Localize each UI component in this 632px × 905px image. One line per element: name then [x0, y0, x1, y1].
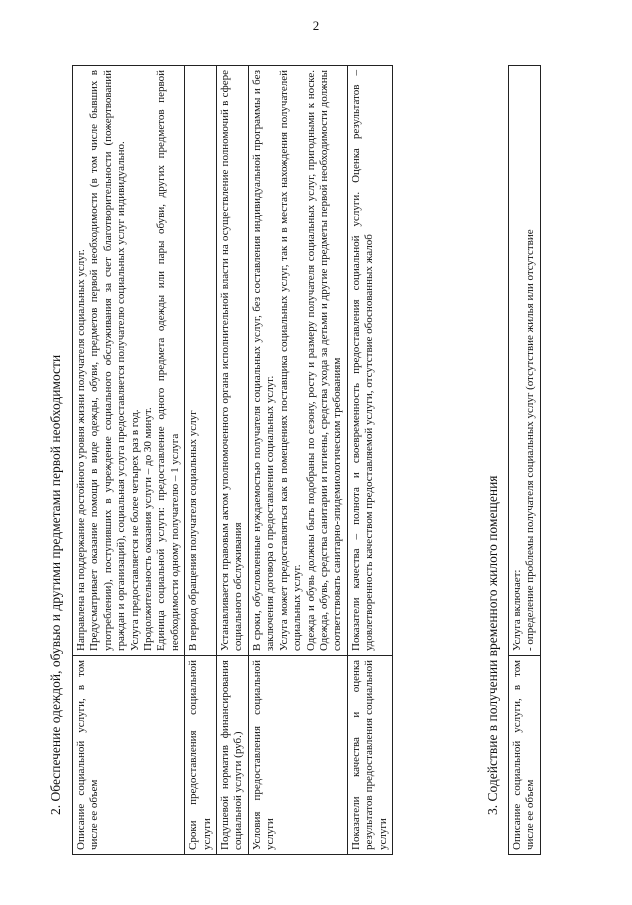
table-row: [73, 66, 185, 855]
row-label: Показатели качества и оценка результатов предоставления социальной услуги: [347, 656, 392, 855]
content-line: Направлена на поддержание достойного уровня жизни получателя социальных услуг.: [75, 249, 87, 651]
content-line: Одежда и обувь должны быть подобраны по сезону, росту и размеру получателя социальных услуг, пригодными к носке. Одежда, обувь, средства санитарии и гигиены, средства ухода за детьми и другие предметы первой необходимости должны соответствовать санитарно-эпидемиологическим требованиям: [304, 70, 344, 651]
row-content: [73, 66, 185, 656]
content-line: Устанавливается правовым актом уполномоченного органа исполнительной власти на осуществление полномочий в сфере социального обслуживания: [219, 70, 245, 651]
content-line: В сроки, обусловленные нуждаемостью получателя социальных услуг, без составления индивидуальной программы и без заключения договора о предоставлении социальных услуг.: [250, 70, 277, 651]
rotated-landscape-content: [30, 55, 570, 855]
table-row: [509, 66, 541, 855]
table-row: [347, 66, 392, 855]
section-2-table: [72, 65, 393, 855]
page-number: 2: [312, 18, 320, 33]
row-content: [185, 66, 217, 656]
content-line: - определение проблемы получателя социальных услуг (отсутствие жилья или отсутствие: [524, 229, 537, 651]
content-line: Предусматривает оказание помощи в виде одежды, обуви, предметов первой необходимости (в том числе бывших в употреблении), поступивших в учреждение социального обслуживания за счет благотворительности (пожертвований граждан и организаций), социальная услуга предоставляется получателю социальных услуг индивидуально.: [88, 70, 128, 651]
content-line: Услуга предоставляется не более четырех раз в год.: [128, 409, 141, 651]
row-content: [347, 66, 392, 656]
row-content: [248, 66, 347, 656]
row-label: Описание социальной услуги, в том числе ее объем: [509, 656, 541, 855]
content-line: Единица социальной услуги: предоставление одного предмета одежды или пары обуви, других предметов первой необходимости одному получателю – 1 услуга: [155, 70, 181, 651]
section-3-heading: 3. Содействие в получении временного жилого помещения: [485, 475, 500, 815]
section-3-table: [508, 65, 541, 855]
row-content: [217, 66, 249, 656]
table-row: [217, 66, 249, 855]
content-line: Продолжительность оказания услуги – до 30 минут.: [142, 407, 155, 651]
content-line: Показатели качества – полнота и своевременность предоставления социальной услуги. Оценка результатов – удовлетворенность качеством предоставляемой услуги, отсутствие обоснованных жалоб: [349, 70, 376, 651]
content-line: Услуга может предоставляться как в помещениях поставщика социальных услуг, так и в местах нахождения получателей социальных услуг.: [277, 70, 304, 651]
row-content: [509, 66, 541, 656]
table-row: [185, 66, 217, 855]
content-line: В период обращения получателя социальных услуг: [187, 410, 200, 651]
content-line: Услуга включает:: [511, 569, 523, 651]
row-label: Подушевой норматив финансирования социальной услуги (руб.): [217, 656, 249, 855]
row-label: Сроки предоставления социальной услуги: [185, 656, 217, 855]
row-label: Описание социальной услуги, в том числе ее объем: [73, 656, 185, 855]
table-row: [248, 66, 347, 855]
row-label: Условия предоставления социальной услуги: [248, 656, 347, 855]
section-2-heading: 2. Обеспечение одеждой, обувью и другими предметами первой необходимости: [48, 354, 63, 815]
